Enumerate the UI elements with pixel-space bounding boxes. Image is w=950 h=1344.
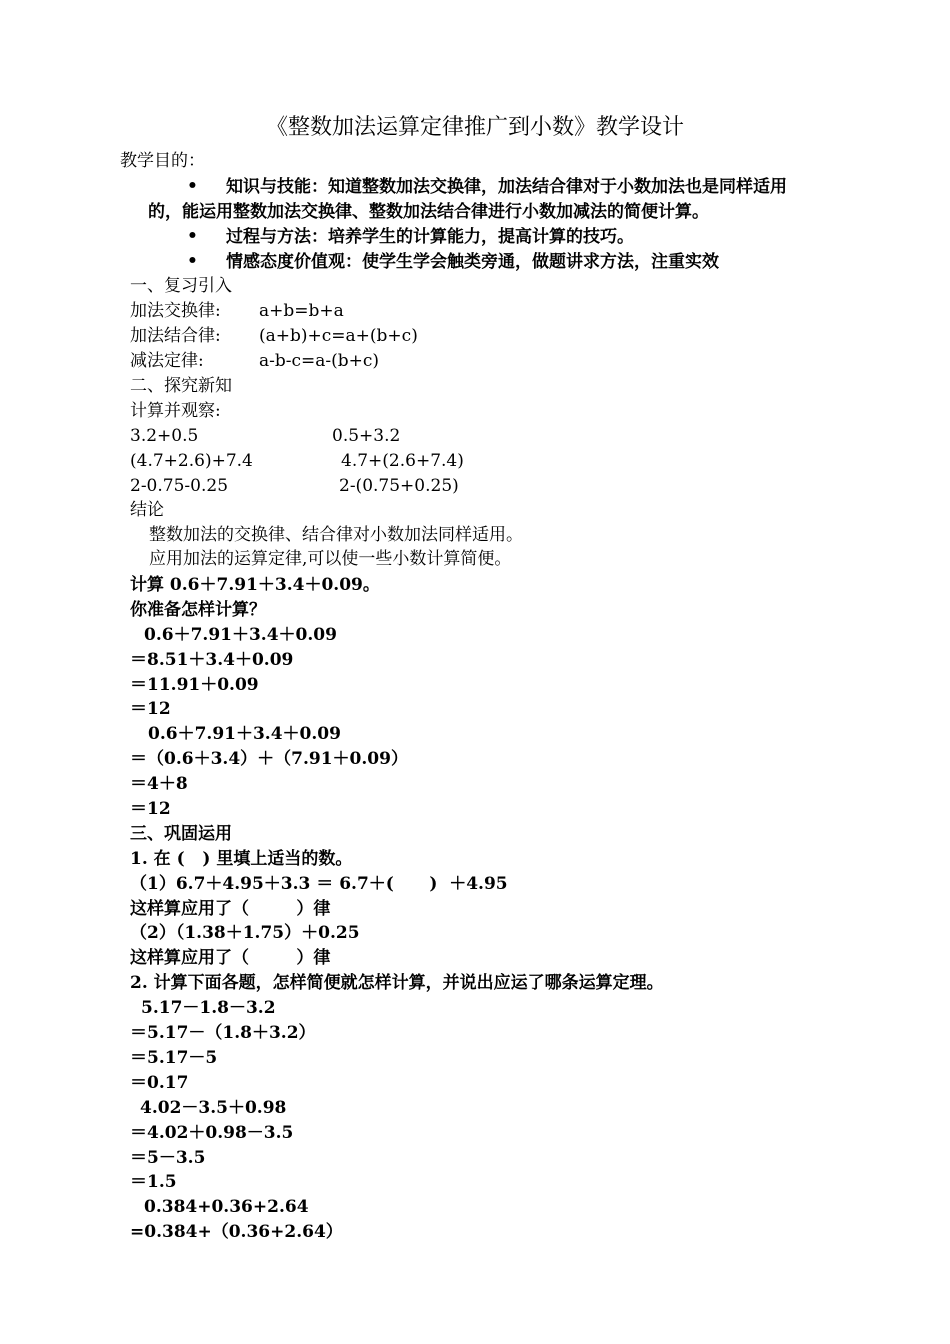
calc-line: ＝0.17	[130, 1073, 189, 1093]
conclusion-heading: 结论	[130, 500, 164, 520]
objective-emotion: 情感态度价值观：使学生学会触类旁通，做题讲求方法，注重实效	[226, 252, 719, 272]
pair-left: (4.7+2.6)+7.4	[130, 451, 253, 471]
practice-q1a-law: 这样算应用了（ ）律	[130, 899, 331, 919]
practice-q1b-law: 这样算应用了（ ）律	[130, 948, 331, 968]
law-name: 加法结合律:	[130, 326, 221, 346]
calc-line: 4.02－3.5＋0.98	[140, 1098, 287, 1118]
calc-line: ＝12	[130, 699, 171, 719]
law-name: 加法交换律:	[130, 301, 221, 321]
calc-line: ＝4.02＋0.98－3.5	[130, 1123, 294, 1143]
practice-heading: 三、巩固运用	[130, 824, 232, 844]
calc-line: 5.17－1.8－3.2	[141, 998, 276, 1018]
law-formula: a+b=b+a	[259, 301, 344, 321]
calc-line: ＝1.5	[130, 1172, 177, 1192]
bullet-icon: •	[187, 226, 198, 246]
document-title: 《整数加法运算定律推广到小数》教学设计	[265, 115, 684, 140]
calc-line: ＝8.51＋3.4＋0.09	[130, 650, 294, 670]
objective-process: 过程与方法：培养学生的计算能力，提高计算的技巧。	[226, 227, 634, 247]
example-question: 你准备怎样计算？	[130, 600, 266, 620]
explore-heading: 二、探究新知	[130, 376, 232, 396]
bullet-icon: •	[187, 251, 198, 271]
calc-line: ＝11.91＋0.09	[130, 675, 259, 695]
calc-line: ＝5－3.5	[130, 1148, 206, 1168]
practice-q1b: （2）（1.38＋1.75）＋0.25	[130, 923, 360, 943]
calc-line: ＝5.17－5	[130, 1048, 218, 1068]
calc-line: 0.384+0.36+2.64	[144, 1197, 309, 1217]
calc-line: =0.384+（0.36+2.64）	[130, 1222, 343, 1242]
pair-right: 4.7+(2.6+7.4)	[341, 451, 464, 471]
conclusion-text: 应用加法的运算定律,可以使一些小数计算简便。	[149, 549, 512, 569]
calc-line: ＝4＋8	[130, 774, 188, 794]
pair-right: 2-(0.75+0.25)	[339, 476, 459, 496]
review-heading: 一、复习引入	[130, 276, 232, 296]
law-formula: a-b-c=a-(b+c)	[259, 351, 380, 371]
law-name: 减法定律:	[130, 351, 204, 371]
practice-q1: 1. 在 ( ) 里填上适当的数。	[130, 849, 353, 869]
practice-q1a: （1）6.7＋4.95＋3.3 ＝ 6.7＋( ) ＋4.95	[130, 874, 508, 894]
pair-right: 0.5+3.2	[332, 426, 401, 446]
objective-knowledge-cont: 的，能运用整数加法交换律、整数加法结合律进行小数加减法的简便计算。	[148, 202, 709, 222]
law-formula: (a+b)+c=a+(b+c)	[259, 326, 418, 346]
objectives-heading: 教学目的：	[120, 151, 205, 171]
pair-left: 2-0.75-0.25	[130, 476, 229, 496]
calc-line: ＝12	[130, 799, 171, 819]
pair-left: 3.2+0.5	[130, 426, 199, 446]
example-task: 计算 0.6＋7.91＋3.4＋0.09。	[130, 575, 380, 595]
calc-line: ＝（0.6＋3.4）＋（7.91＋0.09）	[130, 749, 408, 769]
conclusion-text: 整数加法的交换律、结合律对小数加法同样适用。	[149, 525, 523, 545]
practice-q2: 2. 计算下面各题，怎样简便就怎样计算，并说出应运了哪条运算定理。	[130, 973, 664, 993]
explore-prompt: 计算并观察:	[130, 401, 221, 421]
calc-line: ＝5.17－（1.8＋3.2）	[130, 1023, 316, 1043]
calc-line: 0.6＋7.91＋3.4＋0.09	[148, 724, 341, 744]
objective-knowledge: 知识与技能：知道整数加法交换律，加法结合律对于小数加法也是同样适用	[226, 177, 787, 197]
calc-line: 0.6＋7.91＋3.4＋0.09	[144, 625, 337, 645]
bullet-icon: •	[187, 176, 198, 196]
